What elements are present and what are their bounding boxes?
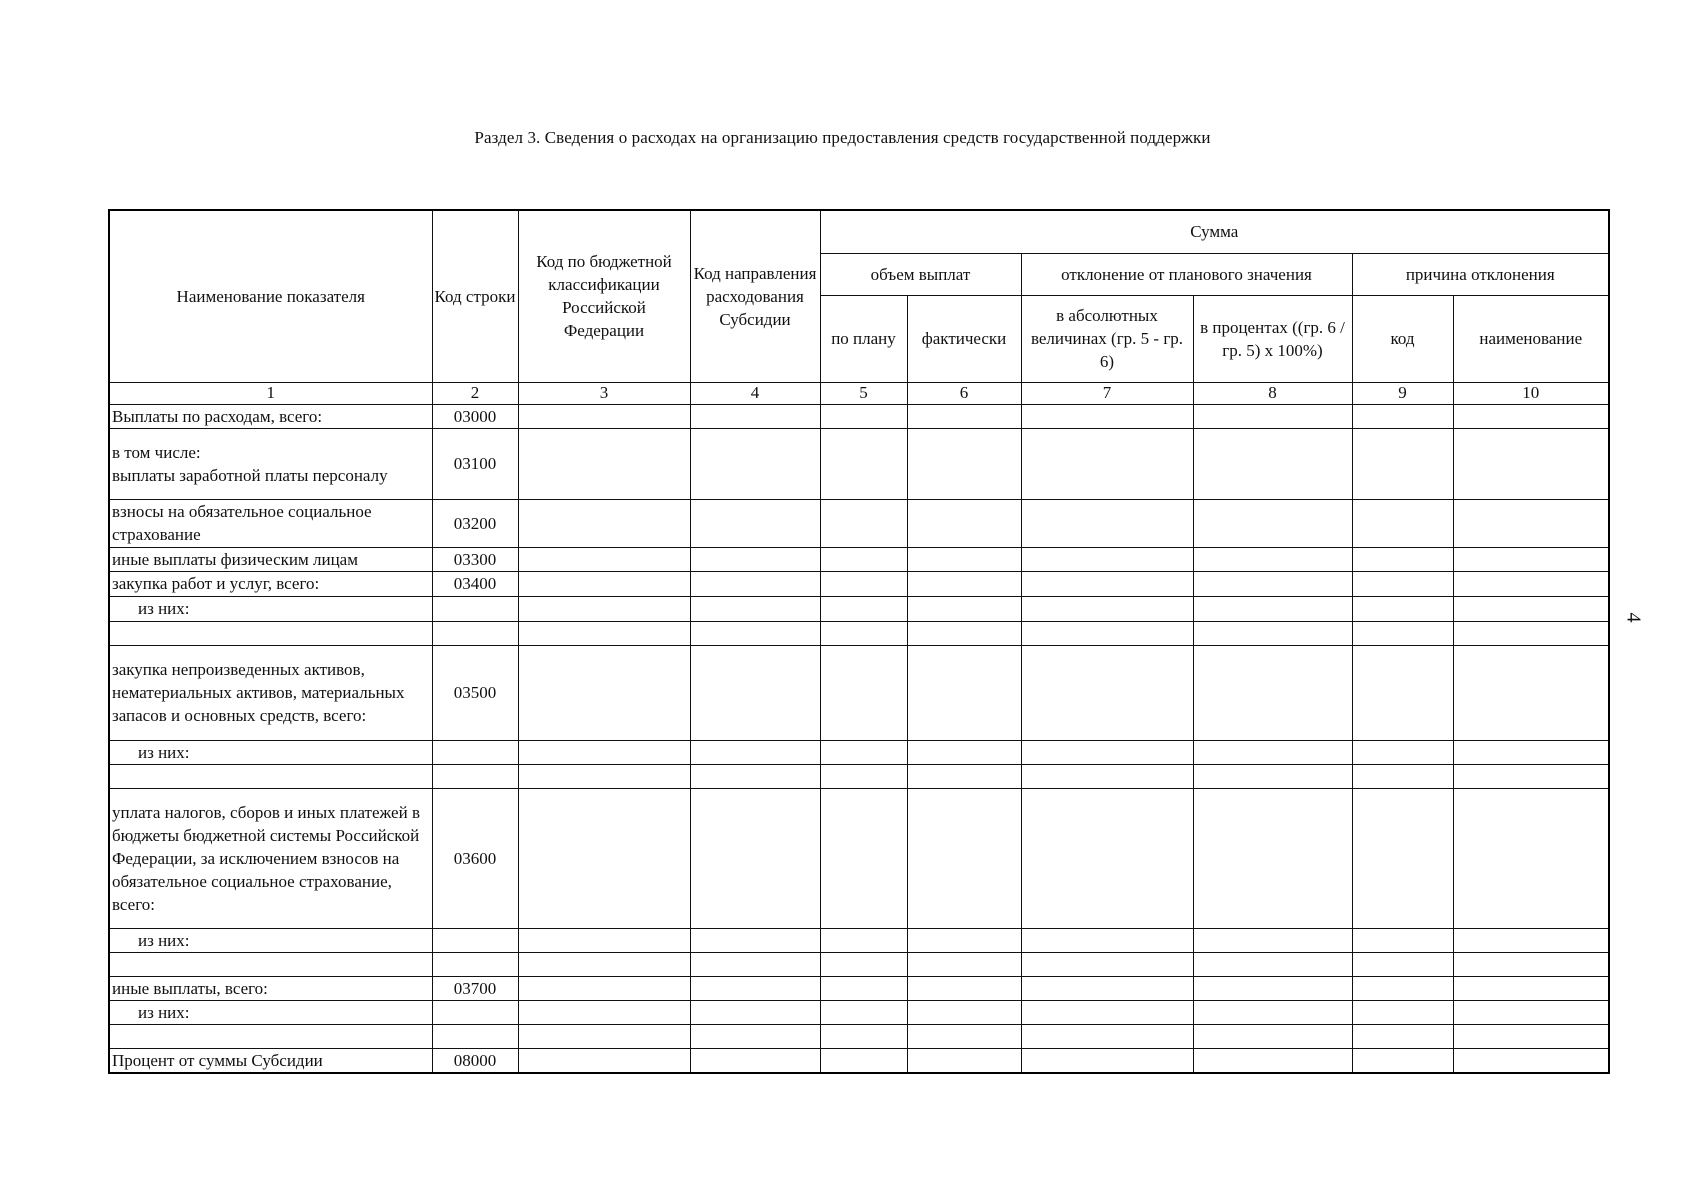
empty-cell (518, 928, 690, 952)
row-code (432, 1024, 518, 1048)
column-number: 7 (1021, 382, 1193, 404)
empty-cell (518, 645, 690, 740)
empty-cell (1021, 740, 1193, 764)
row-code: 03200 (432, 499, 518, 547)
empty-cell (1352, 764, 1453, 788)
empty-cell (1453, 788, 1609, 928)
empty-cell (518, 499, 690, 547)
table-row (109, 547, 1609, 571)
empty-cell (690, 621, 820, 645)
empty-cell (1453, 740, 1609, 764)
empty-cell (1193, 764, 1352, 788)
empty-cell (1453, 928, 1609, 952)
empty-cell (1021, 1048, 1193, 1073)
empty-cell (690, 645, 820, 740)
empty-cell (1193, 1024, 1352, 1048)
empty-cell (1352, 571, 1453, 596)
empty-cell (1453, 1048, 1609, 1073)
empty-cell (518, 571, 690, 596)
empty-cell (820, 928, 907, 952)
empty-cell (1193, 740, 1352, 764)
empty-cell (1021, 621, 1193, 645)
empty-cell (518, 596, 690, 621)
empty-cell (518, 1024, 690, 1048)
row-name: уплата налогов, сборов и иных платежей в бюджеты бюджетной системы Российской Федерации, за исключением взносов на обязательное социальное страхование, всего: (109, 788, 432, 928)
expenses-table (108, 209, 1610, 1074)
empty-cell (1193, 621, 1352, 645)
empty-cell (907, 428, 1021, 499)
empty-cell (1193, 1000, 1352, 1024)
table-row (109, 788, 1609, 928)
row-name: иные выплаты, всего: (109, 976, 432, 1000)
row-name: закупка непроизведенных активов, нематериальных активов, материальных запасов и основных средств, всего: (109, 645, 432, 740)
row-name: закупка работ и услуг, всего: (109, 571, 432, 596)
empty-cell (907, 1000, 1021, 1024)
empty-cell (820, 621, 907, 645)
empty-cell (1021, 645, 1193, 740)
empty-cell (1453, 976, 1609, 1000)
empty-cell (1453, 952, 1609, 976)
empty-cell (690, 428, 820, 499)
column-number: 10 (1453, 382, 1609, 404)
empty-cell (1193, 928, 1352, 952)
table-body (109, 404, 1609, 1073)
row-code: 03600 (432, 788, 518, 928)
header-reason-name: наименование (1453, 295, 1609, 382)
empty-cell (820, 571, 907, 596)
row-code (432, 621, 518, 645)
row-name: в том числе: выплаты заработной платы персоналу (109, 428, 432, 499)
empty-cell (907, 621, 1021, 645)
row-code: 03000 (432, 404, 518, 428)
row-name (109, 1024, 432, 1048)
empty-cell (907, 788, 1021, 928)
row-code (432, 1000, 518, 1024)
empty-cell (518, 976, 690, 1000)
row-code: 03100 (432, 428, 518, 499)
empty-cell (690, 788, 820, 928)
table-row (109, 571, 1609, 596)
empty-cell (1352, 645, 1453, 740)
row-name (109, 952, 432, 976)
empty-cell (1453, 499, 1609, 547)
empty-cell (820, 740, 907, 764)
header-payments-volume: объем выплат (820, 253, 1021, 295)
empty-cell (907, 1024, 1021, 1048)
table-row (109, 621, 1609, 645)
header-direction-code: Код направления расходования Субсидии (690, 210, 820, 382)
empty-cell (518, 428, 690, 499)
header-deviation-reason: причина отклонения (1352, 253, 1609, 295)
empty-cell (518, 764, 690, 788)
empty-cell (1193, 596, 1352, 621)
empty-cell (1021, 952, 1193, 976)
row-name: иные выплаты физическим лицам (109, 547, 432, 571)
header-line-code: Код строки (432, 210, 518, 382)
table-row (109, 596, 1609, 621)
column-number: 3 (518, 382, 690, 404)
empty-cell (820, 788, 907, 928)
table-row (109, 928, 1609, 952)
row-code: 08000 (432, 1048, 518, 1073)
empty-cell (907, 1048, 1021, 1073)
empty-cell (1193, 499, 1352, 547)
column-number: 4 (690, 382, 820, 404)
header-plan: по плану (820, 295, 907, 382)
empty-cell (690, 404, 820, 428)
column-number: 5 (820, 382, 907, 404)
row-code (432, 952, 518, 976)
row-name: из них: (109, 1000, 432, 1024)
page-number: 4 (1622, 612, 1645, 623)
row-code: 03400 (432, 571, 518, 596)
empty-cell (820, 1000, 907, 1024)
header-deviation: отклонение от планового значения (1021, 253, 1352, 295)
row-code: 03300 (432, 547, 518, 571)
empty-cell (1193, 571, 1352, 596)
table-row (109, 404, 1609, 428)
empty-cell (518, 952, 690, 976)
empty-cell (820, 645, 907, 740)
empty-cell (518, 547, 690, 571)
row-name: взносы на обязательное социальное страхование (109, 499, 432, 547)
empty-cell (1021, 499, 1193, 547)
empty-cell (1453, 764, 1609, 788)
empty-cell (1453, 404, 1609, 428)
empty-cell (1352, 596, 1453, 621)
empty-cell (1193, 952, 1352, 976)
header-percent: в процентах ((гр. 6 / гр. 5) х 100%) (1193, 295, 1352, 382)
empty-cell (907, 952, 1021, 976)
empty-cell (1021, 596, 1193, 621)
empty-cell (518, 1000, 690, 1024)
header-sum: Сумма (820, 210, 1609, 253)
empty-cell (1352, 621, 1453, 645)
empty-cell (907, 740, 1021, 764)
empty-cell (518, 621, 690, 645)
table-row (109, 976, 1609, 1000)
row-code: 03700 (432, 976, 518, 1000)
empty-cell (690, 499, 820, 547)
empty-cell (907, 596, 1021, 621)
empty-cell (1453, 621, 1609, 645)
empty-cell (820, 596, 907, 621)
empty-cell (820, 404, 907, 428)
empty-cell (1352, 547, 1453, 571)
row-name (109, 621, 432, 645)
empty-cell (1453, 571, 1609, 596)
column-number: 1 (109, 382, 432, 404)
empty-cell (1352, 1048, 1453, 1073)
empty-cell (1193, 645, 1352, 740)
table-row (109, 764, 1609, 788)
empty-cell (1021, 428, 1193, 499)
header-name: Наименование показателя (109, 210, 432, 382)
empty-cell (820, 1024, 907, 1048)
empty-cell (907, 499, 1021, 547)
empty-cell (820, 499, 907, 547)
empty-cell (820, 428, 907, 499)
empty-cell (1021, 1000, 1193, 1024)
table-row (109, 499, 1609, 547)
empty-cell (1352, 976, 1453, 1000)
empty-cell (907, 547, 1021, 571)
empty-cell (907, 404, 1021, 428)
table-row (109, 1048, 1609, 1073)
empty-cell (820, 547, 907, 571)
empty-cell (1021, 976, 1193, 1000)
empty-cell (690, 596, 820, 621)
empty-cell (1193, 1048, 1352, 1073)
empty-cell (690, 547, 820, 571)
empty-cell (690, 1048, 820, 1073)
empty-cell (1021, 1024, 1193, 1048)
empty-cell (690, 976, 820, 1000)
table-row (109, 645, 1609, 740)
empty-cell (820, 764, 907, 788)
empty-cell (907, 764, 1021, 788)
header-reason-code: код (1352, 295, 1453, 382)
empty-cell (1193, 547, 1352, 571)
header-budget-code: Код по бюджетной классификации Российской Федерации (518, 210, 690, 382)
column-number: 2 (432, 382, 518, 404)
empty-cell (820, 952, 907, 976)
row-name: Выплаты по расходам, всего: (109, 404, 432, 428)
row-name: Процент от суммы Субсидии (109, 1048, 432, 1073)
empty-cell (1021, 571, 1193, 596)
empty-cell (1193, 976, 1352, 1000)
empty-cell (518, 740, 690, 764)
empty-cell (690, 571, 820, 596)
empty-cell (1453, 1000, 1609, 1024)
empty-cell (518, 1048, 690, 1073)
empty-cell (907, 571, 1021, 596)
row-name: из них: (109, 928, 432, 952)
table-row (109, 952, 1609, 976)
empty-cell (1352, 1024, 1453, 1048)
section-title: Раздел 3. Сведения о расходах на организацию предоставления средств государственной поддержки (474, 128, 1211, 147)
empty-cell (690, 764, 820, 788)
row-code (432, 764, 518, 788)
empty-cell (1352, 404, 1453, 428)
empty-cell (1193, 404, 1352, 428)
empty-cell (1193, 428, 1352, 499)
empty-cell (1021, 788, 1193, 928)
empty-cell (820, 1048, 907, 1073)
header-actual: фактически (907, 295, 1021, 382)
row-code: 03500 (432, 645, 518, 740)
row-name (109, 764, 432, 788)
empty-cell (1021, 404, 1193, 428)
empty-cell (1453, 645, 1609, 740)
empty-cell (1021, 928, 1193, 952)
empty-cell (1193, 788, 1352, 928)
empty-cell (518, 788, 690, 928)
column-number: 8 (1193, 382, 1352, 404)
empty-cell (907, 645, 1021, 740)
empty-cell (1352, 928, 1453, 952)
empty-cell (518, 404, 690, 428)
table-row (109, 1024, 1609, 1048)
empty-cell (690, 928, 820, 952)
column-number: 6 (907, 382, 1021, 404)
empty-cell (1453, 1024, 1609, 1048)
empty-cell (1453, 596, 1609, 621)
table-row (109, 1000, 1609, 1024)
empty-cell (690, 740, 820, 764)
table-row (109, 428, 1609, 499)
table-row (109, 740, 1609, 764)
empty-cell (1021, 547, 1193, 571)
empty-cell (1453, 428, 1609, 499)
row-code (432, 596, 518, 621)
empty-cell (907, 976, 1021, 1000)
row-name: из них: (109, 740, 432, 764)
row-code (432, 740, 518, 764)
empty-cell (1352, 740, 1453, 764)
empty-cell (1021, 764, 1193, 788)
empty-cell (820, 976, 907, 1000)
empty-cell (1352, 788, 1453, 928)
header-absolute: в абсолютных величинах (гр. 5 - гр. 6) (1021, 295, 1193, 382)
empty-cell (1352, 1000, 1453, 1024)
empty-cell (907, 928, 1021, 952)
empty-cell (1453, 547, 1609, 571)
empty-cell (690, 952, 820, 976)
row-code (432, 928, 518, 952)
column-number: 9 (1352, 382, 1453, 404)
empty-cell (690, 1000, 820, 1024)
empty-cell (1352, 952, 1453, 976)
empty-cell (1352, 428, 1453, 499)
empty-cell (690, 1024, 820, 1048)
row-name: из них: (109, 596, 432, 621)
empty-cell (1352, 499, 1453, 547)
